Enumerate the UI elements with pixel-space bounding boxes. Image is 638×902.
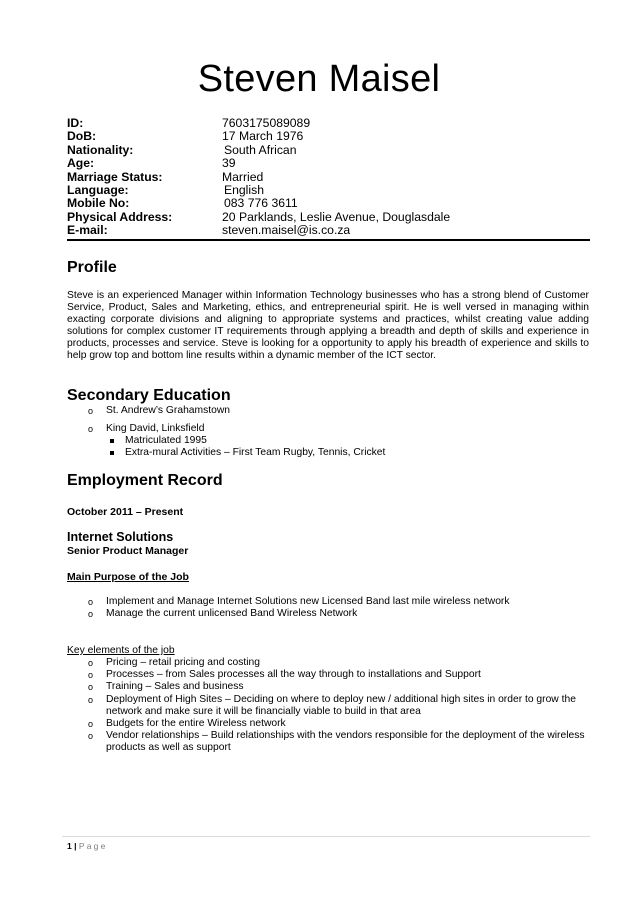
- page-number: 1: [67, 841, 72, 851]
- detail-value: South African: [224, 142, 297, 157]
- header-divider: [67, 239, 590, 241]
- circle-bullet-icon: o: [88, 597, 94, 607]
- detail-row-nationality: [67, 144, 589, 157]
- education-heading: Secondary Education: [67, 387, 231, 404]
- detail-label: E-mail:: [67, 223, 108, 238]
- detail-value: Married: [222, 169, 264, 184]
- key-elements-list: [88, 657, 588, 755]
- detail-row-address: [67, 211, 589, 224]
- detail-row-id: [67, 117, 589, 130]
- list-item: o Pricing – retail pricing and costing: [88, 657, 260, 668]
- footer-divider: [62, 836, 590, 837]
- detail-label: Mobile No:: [67, 196, 130, 211]
- cv-page: Steven Maisel ID: 7603175089089 DoB: 17 March 1976 Nationality: South African Age: 39 Marriage Status: Married Language: English Mobile No: 083 776 3611 Physical Address: 20 Parklands, Leslie Avenue, Douglasdale E-mail: steven.maisel@is.co.za Profile Steve is an experienced Manager within Information Technology businesses who has a strong blend of Customer Service, Product, Sales and Marketing, ethics, and entrepreneurial spirit. He is well versed in managing within exacting corporate divisions and aligning to appropriate systems and practices, whilst creating value adding solutions for complex customer IT requirements through applying a breadth and depth of skills and experience in products, processes and service. Steve is looking for a opportunity to apply his breadth of experience and skills to help grow top and bottom line results within a dynamic member of the ICT sector. Secondary Education o St. Andrew’s Grahamstown o King David, Linksfield Matriculated 1995 Extra-mural Activities – First Team Rugby, Tennis, Cricket Employment Record October 2011 – Present Internet Solutions Senior Product Manager Main Purpose of the Job o Implement and Manage Internet Solutions new Licensed Band last mile wireless network o Manage the current unlicensed Band Wireless Network Key elements of the job o Pricing – retail pricing and costing o Processes – from Sales processes all the way through to installations and Support o Training – Sales and business o Deployment of High Sites – Deciding on where to deploy new / additional high sites in order to grow the network and make sure it will be financially viable to build in that area o Budgets for the entire Wireless network o Vendor relationships – Build relationships with the vendors responsible for the deployment of the wireless products as well as support 1 | Page: [0, 0, 638, 902]
- circle-bullet-icon: o: [88, 694, 94, 705]
- detail-row-dob: [67, 130, 589, 143]
- company-name: Internet Solutions: [67, 530, 174, 544]
- square-bullet-icon: [110, 451, 114, 455]
- purpose-heading: Main Purpose of the Job: [67, 571, 189, 583]
- detail-label: DoB:: [67, 129, 97, 144]
- circle-bullet-icon: o: [88, 658, 94, 668]
- detail-value: English: [224, 182, 264, 197]
- list-item: o Vendor relationships – Build relationships with the vendors responsible for the deployment of the wireless products as well as support: [88, 730, 585, 754]
- list-item: o Budgets for the entire Wireless network: [88, 718, 286, 730]
- key-elements-heading: Key elements of the job: [67, 645, 175, 656]
- detail-value: 083 776 3611: [224, 196, 298, 211]
- detail-label: Nationality:: [67, 142, 134, 157]
- detail-label: Marriage Status:: [67, 169, 163, 184]
- detail-row-marriage: [67, 171, 589, 184]
- profile-text: Steve is an experienced Manager within Information Technology businesses who has a strong blend of Customer Service, Product, Sales and Marketing, ethics, and entrepreneurial spirit. He is well versed in managing within exacting corporate divisions and aligning to appropriate systems and practices, whilst creating value adding solutions for complex customer IT requirements through applying a breadth and depth of skills and experience in products, processes and service. Steve is looking for a opportunity to apply his breadth of experience and skills to help grow top and bottom line results within a dynamic member of the ICT sector.: [67, 290, 589, 362]
- employment-heading: Employment Record: [67, 472, 223, 489]
- detail-value: 17 March 1976: [222, 129, 304, 144]
- circle-bullet-icon: o: [88, 670, 94, 681]
- detail-row-email: [67, 224, 589, 237]
- detail-label: ID:: [67, 116, 84, 130]
- detail-value: 39: [222, 156, 236, 171]
- detail-row-age: [67, 157, 589, 170]
- list-item: o Manage the current unlicensed Band Wireless Network: [88, 608, 358, 620]
- job-title: Senior Product Manager: [67, 545, 189, 557]
- purpose-list: [88, 596, 588, 620]
- circle-bullet-icon: o: [88, 609, 94, 620]
- detail-value: 20 Parklands, Leslie Avenue, Douglasdale: [222, 209, 451, 224]
- list-item: o Processes – from Sales processes all the way through to installations and Support: [88, 669, 481, 681]
- detail-value: 7603175089089: [222, 116, 311, 130]
- list-item: o Training – Sales and business: [88, 681, 244, 693]
- page-word: Page: [78, 841, 108, 851]
- detail-label: Physical Address:: [67, 209, 173, 224]
- candidate-name: Steven Maisel: [197, 58, 441, 100]
- detail-row-language: [67, 184, 589, 197]
- detail-row-mobile: [67, 197, 589, 210]
- personal-details: [67, 117, 589, 238]
- email-link[interactable]: steven.maisel@is.co.za: [222, 223, 351, 238]
- detail-label: Language:: [67, 182, 129, 197]
- detail-label: Age:: [67, 156, 95, 171]
- employment-period: October 2011 – Present: [67, 506, 184, 518]
- list-item: o Implement and Manage Internet Solutions new Licensed Band last mile wireless network: [88, 596, 510, 607]
- circle-bullet-icon: o: [88, 731, 94, 742]
- circle-bullet-icon: o: [88, 424, 94, 434]
- profile-heading: Profile: [67, 259, 117, 276]
- circle-bullet-icon: o: [88, 682, 94, 693]
- list-item: o Deployment of High Sites – Deciding on where to deploy new / additional high sites in order to grow the network and make sure it will be financially viable to build in that area: [88, 693, 576, 717]
- footer-separator: |: [71, 841, 79, 851]
- circle-bullet-icon: o: [88, 406, 94, 416]
- circle-bullet-icon: o: [88, 719, 94, 730]
- page-footer: [67, 841, 108, 851]
- square-bullet-icon: [110, 439, 114, 443]
